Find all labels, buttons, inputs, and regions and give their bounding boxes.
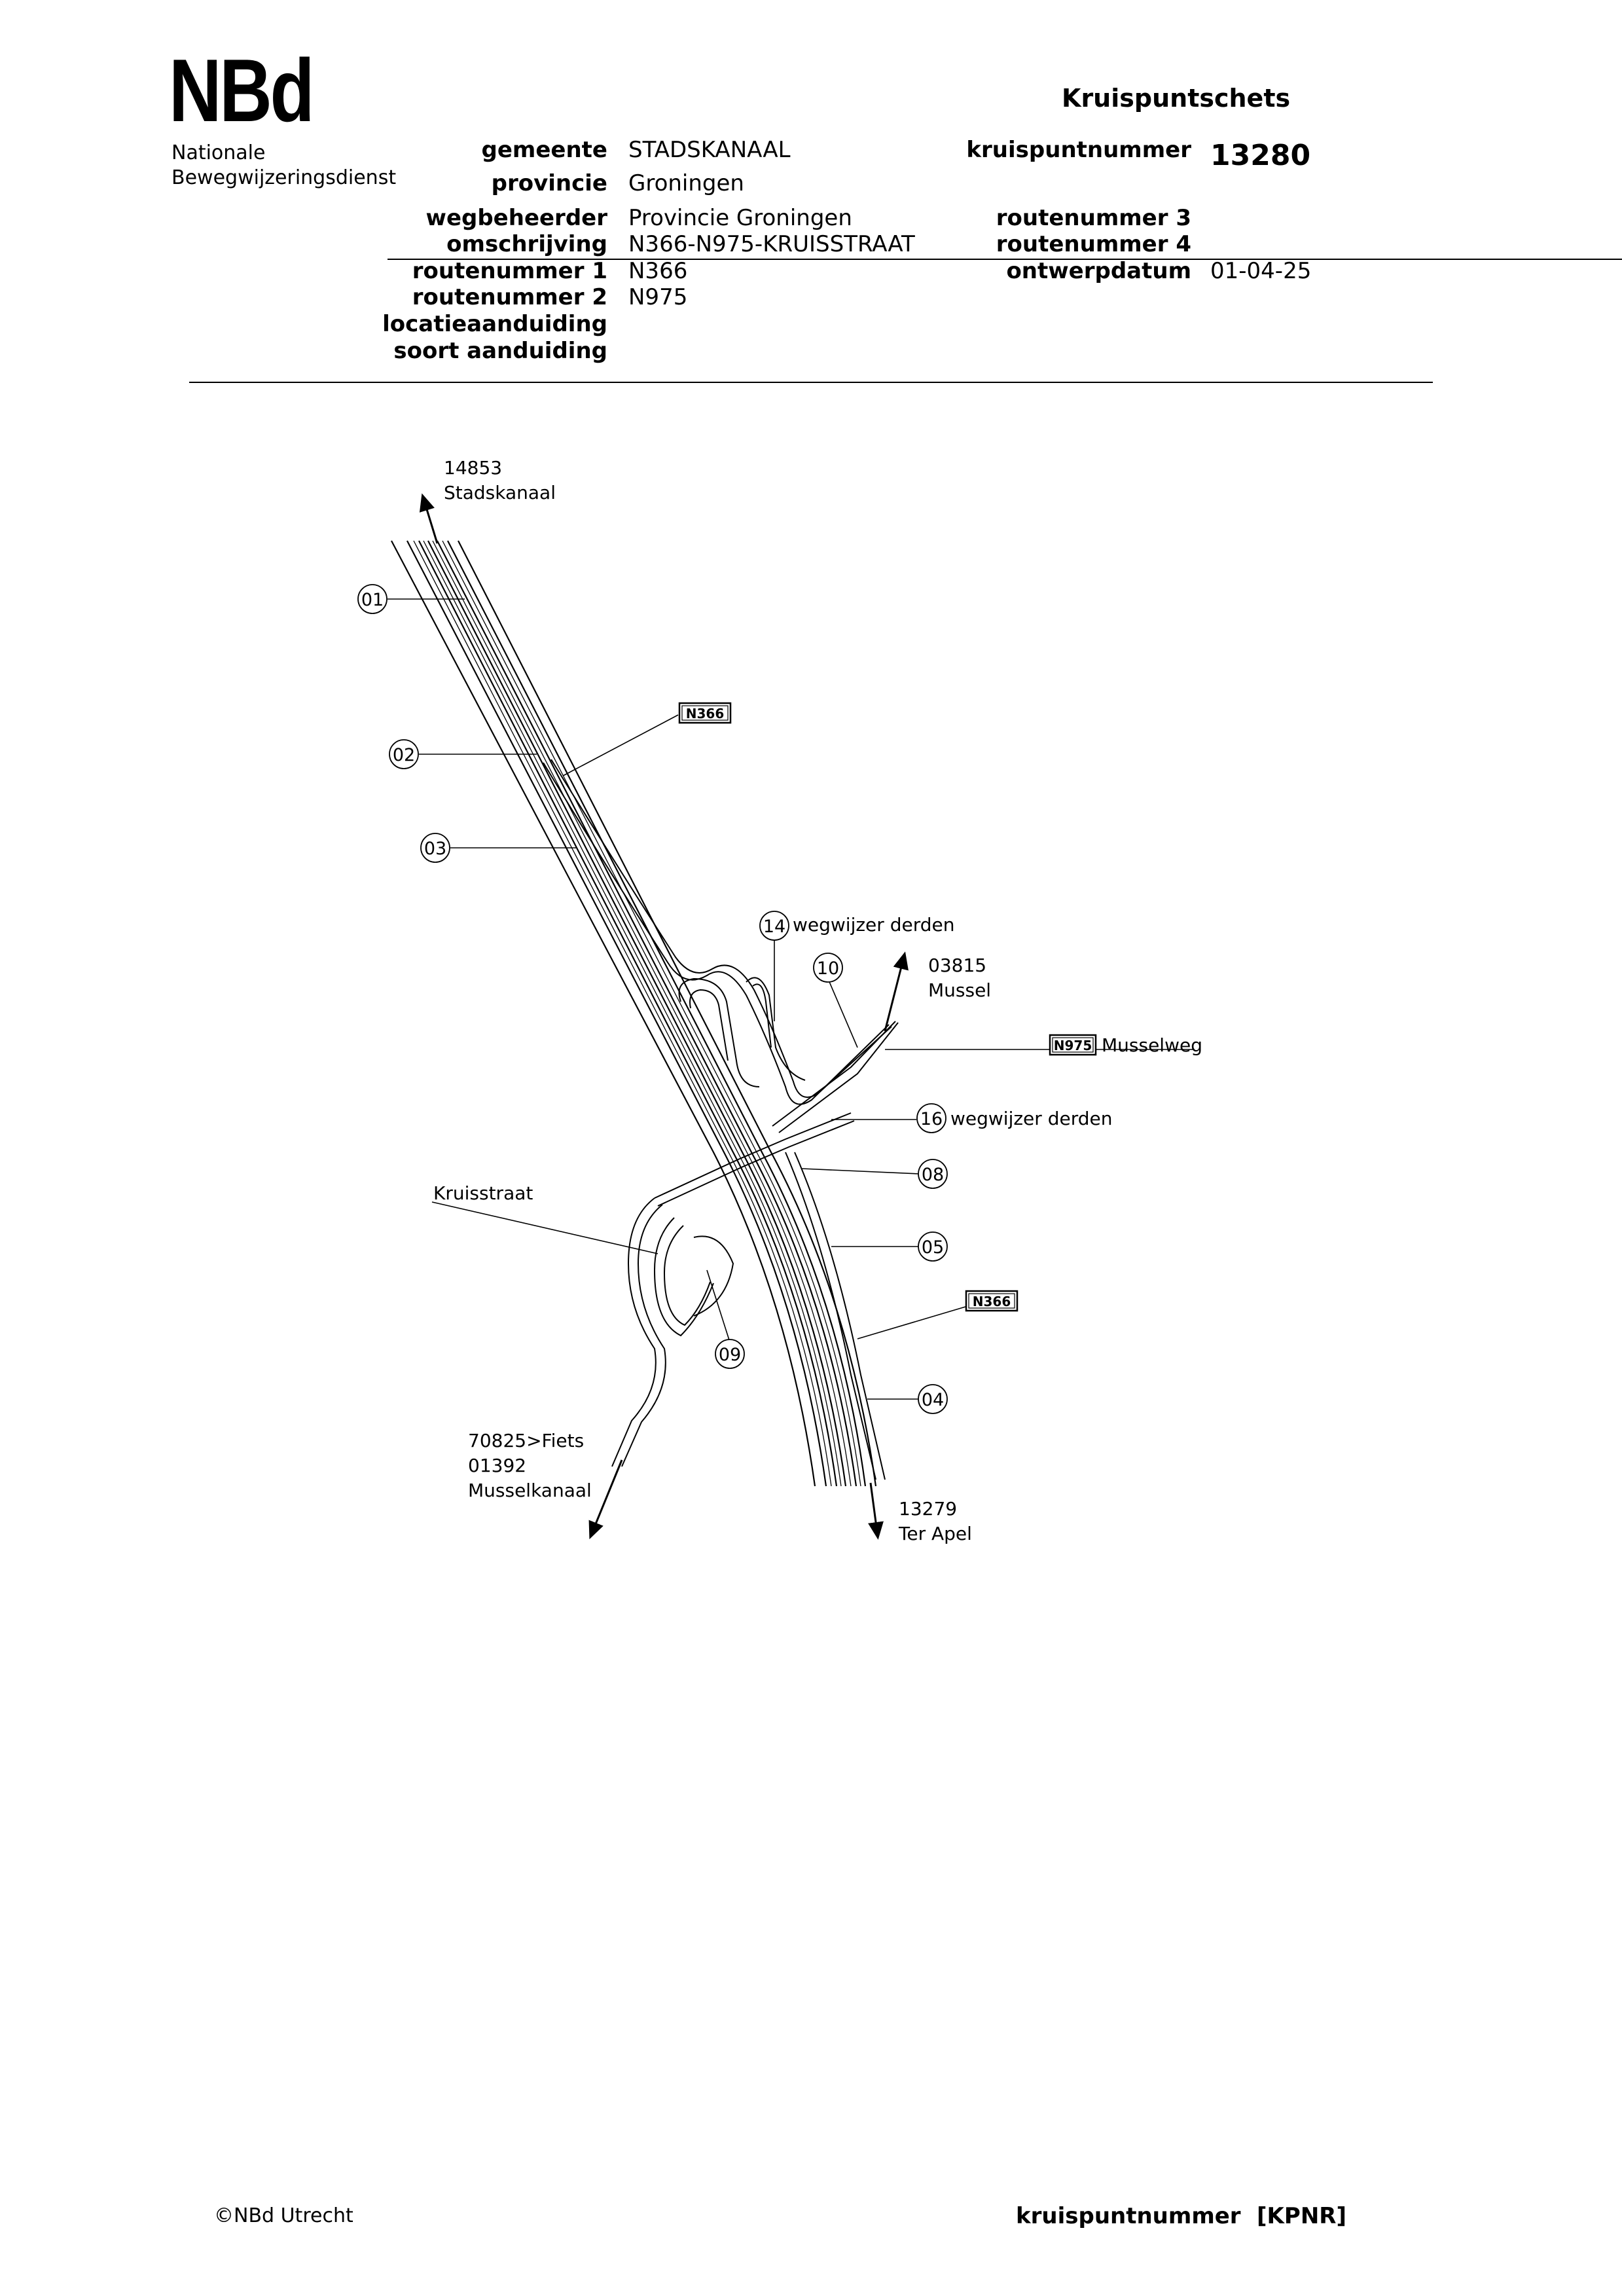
logo-line-2: Bewegwijzeringsdienst [171,166,397,189]
dest-ter-apel-code: 13279 [899,1498,958,1520]
logo-line-1: Nationale [171,141,266,164]
dest-north-code: 14853 [444,457,503,479]
dest-mussel-name: Mussel [928,979,992,1001]
dest-southwest-line2: 01392 [468,1455,527,1476]
marker-03-text: 03 [424,839,447,859]
label-routenummer-1: routenummer 1 [412,258,607,284]
sketch-labels [433,457,1202,1544]
road-kruisstraat [612,1113,854,1467]
marker-14-text: 14 [763,917,786,937]
page-title: Kruispuntschets [1062,84,1291,113]
nbd-logo: NBd [169,41,313,140]
footer-copyright: ©NBd Utrecht [214,2204,353,2227]
label-omschrijving: omschrijving [446,231,607,257]
arrow-north [424,501,437,543]
leader-lines [387,599,1195,1399]
value-routenummer-1: N366 [628,258,688,284]
marker-08-text: 08 [921,1165,945,1185]
marker-09-text: 09 [718,1345,742,1365]
dest-mussel-code: 03815 [928,955,987,976]
shield-n975-text: N975 [1053,1038,1092,1053]
markers [358,585,947,1413]
footer-kp-value-text: KPNR [1267,2203,1337,2229]
value-provincie: Groningen [628,170,744,196]
label-provincie: provincie [491,170,607,196]
road-kruisstraat-label: Kruisstraat [433,1182,533,1204]
marker-05-text: 05 [921,1237,945,1258]
marker-04-text: 04 [921,1390,945,1410]
label-gemeente: gemeente [481,137,607,163]
road-n975 [543,759,898,1133]
marker-01-text: 01 [361,590,384,610]
marker-labels [361,590,944,1410]
label-routenummer-2: routenummer 2 [412,284,607,310]
sign-16-label: wegwijzer derden [950,1108,1113,1129]
arrow-ter-apel [871,1483,877,1532]
label-routenummer-3: routenummer 3 [996,205,1191,231]
label-wegbeheerder: wegbeheerder [425,205,607,231]
value-ontwerpdatum: 01-04-25 [1210,258,1312,284]
road-n975-name: Musselweg [1102,1034,1202,1056]
shield-n366-bottom-text: N366 [972,1294,1011,1309]
label-locatieaanduiding: locatieaanduiding [382,311,607,337]
road-east-branch [785,1152,885,1480]
footer-kp-label: kruispuntnummer [1016,2203,1241,2229]
dest-southwest-line3: Musselkanaal [468,1480,592,1501]
marker-10-text: 10 [816,958,840,979]
road-n366-lanes [391,541,876,1486]
footer-kp-value: [KPNR] [1257,2203,1346,2229]
dest-ter-apel-name: Ter Apel [899,1523,972,1544]
marker-02-text: 02 [392,745,416,765]
marker-16-text: 16 [920,1109,943,1129]
loop-ramps [679,977,806,1087]
value-gemeente: STADSKANAAL [628,137,791,163]
value-omschrijving: N366-N975-KRUISSTRAAT [628,231,915,257]
value-wegbeheerder: Provincie Groningen [628,205,852,231]
label-routenummer-4: routenummer 4 [996,231,1191,257]
value-kruispuntnummer: 13280 [1210,139,1311,172]
dest-north-name: Stadskanaal [444,482,556,503]
shield-n366-top-text: N366 [685,706,725,721]
value-routenummer-2: N975 [628,284,688,310]
route-shields [679,703,1096,1311]
dest-southwest-line1: 70825>Fiets [468,1430,585,1451]
arrow-southwest [592,1460,622,1532]
label-ontwerpdatum: ontwerpdatum [1006,258,1191,284]
label-soort-aanduiding: soort aanduiding [393,338,607,364]
label-kruispuntnummer: kruispuntnummer [966,137,1191,163]
sign-14-label: wegwijzer derden [793,914,955,936]
arrow-mussel [885,959,903,1031]
